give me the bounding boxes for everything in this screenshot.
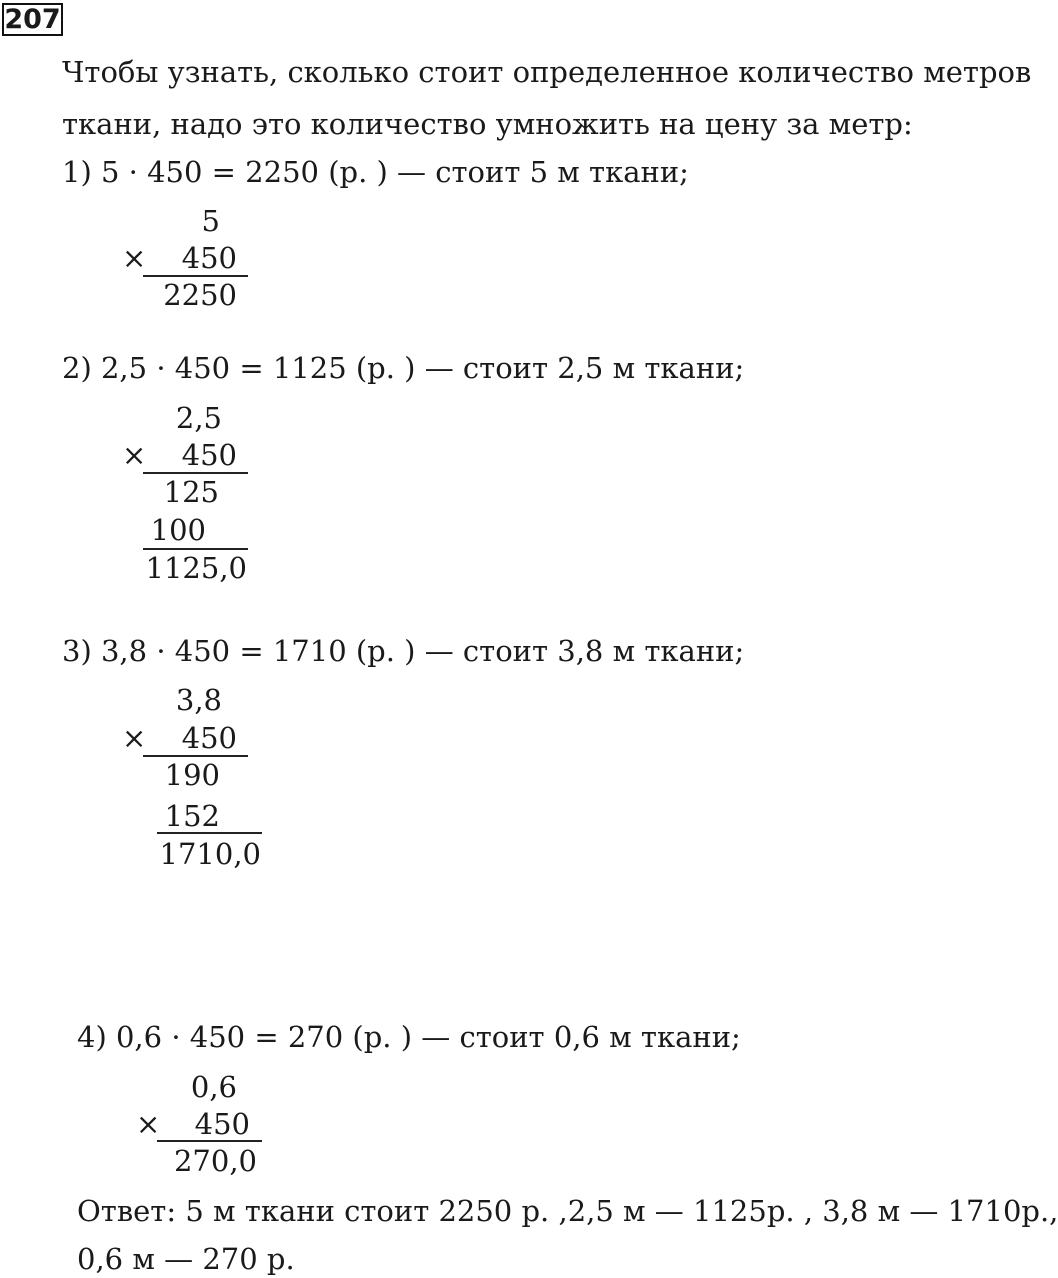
column-rule: [143, 755, 248, 757]
task-number-badge: 207: [2, 3, 63, 36]
column-rule: [143, 548, 248, 550]
column-result: 270,0: [173, 1144, 257, 1178]
step-2-equation: 2) 2,5 · 450 = 1125 (р. ) — стоит 2,5 м ткани;: [62, 351, 745, 385]
column-partial-product: 125: [163, 475, 219, 509]
column-rule: [157, 832, 262, 834]
column-bottom-factor: 450: [181, 721, 237, 755]
column-result: 2250: [163, 278, 237, 312]
column-rule: [157, 1140, 262, 1142]
column-top-factor: 2,5: [175, 401, 222, 435]
column-bottom-factor: 450: [194, 1107, 250, 1141]
column-top-factor: 3,8: [175, 683, 222, 717]
column-partial-product: 152: [164, 799, 220, 833]
multiply-sign: ×: [122, 241, 147, 275]
multiply-sign: ×: [122, 438, 147, 472]
column-bottom-factor: 450: [181, 438, 237, 472]
column-top-factor: 0,6: [190, 1070, 237, 1104]
answer-line-2: 0,6 м — 270 р.: [77, 1242, 295, 1276]
multiply-sign: ×: [122, 721, 147, 755]
column-partial-product: 190: [164, 758, 220, 792]
column-result: 1125,0: [145, 551, 247, 585]
column-bottom-factor: 450: [181, 241, 237, 275]
column-rule: [143, 472, 248, 474]
column-partial-product: 100: [150, 513, 206, 547]
answer-line-1: Ответ: 5 м ткани стоит 2250 р. ,2,5 м — 1125р. , 3,8 м — 1710р.,: [77, 1194, 1058, 1228]
column-top-factor: 5: [201, 204, 220, 238]
intro-line-1: Чтобы узнать, сколько стоит определенное количество метров: [62, 55, 1032, 89]
intro-line-2: ткани, надо это количество умножить на цену за метр:: [62, 107, 913, 141]
step-1-equation: 1) 5 · 450 = 2250 (р. ) — стоит 5 м ткани;: [62, 155, 689, 189]
step-3-equation: 3) 3,8 · 450 = 1710 (р. ) — стоит 3,8 м ткани;: [62, 634, 745, 668]
multiply-sign: ×: [136, 1107, 161, 1141]
step-4-equation: 4) 0,6 · 450 = 270 (р. ) — стоит 0,6 м ткани;: [77, 1020, 741, 1054]
column-result: 1710,0: [159, 837, 261, 871]
column-rule: [143, 275, 248, 277]
